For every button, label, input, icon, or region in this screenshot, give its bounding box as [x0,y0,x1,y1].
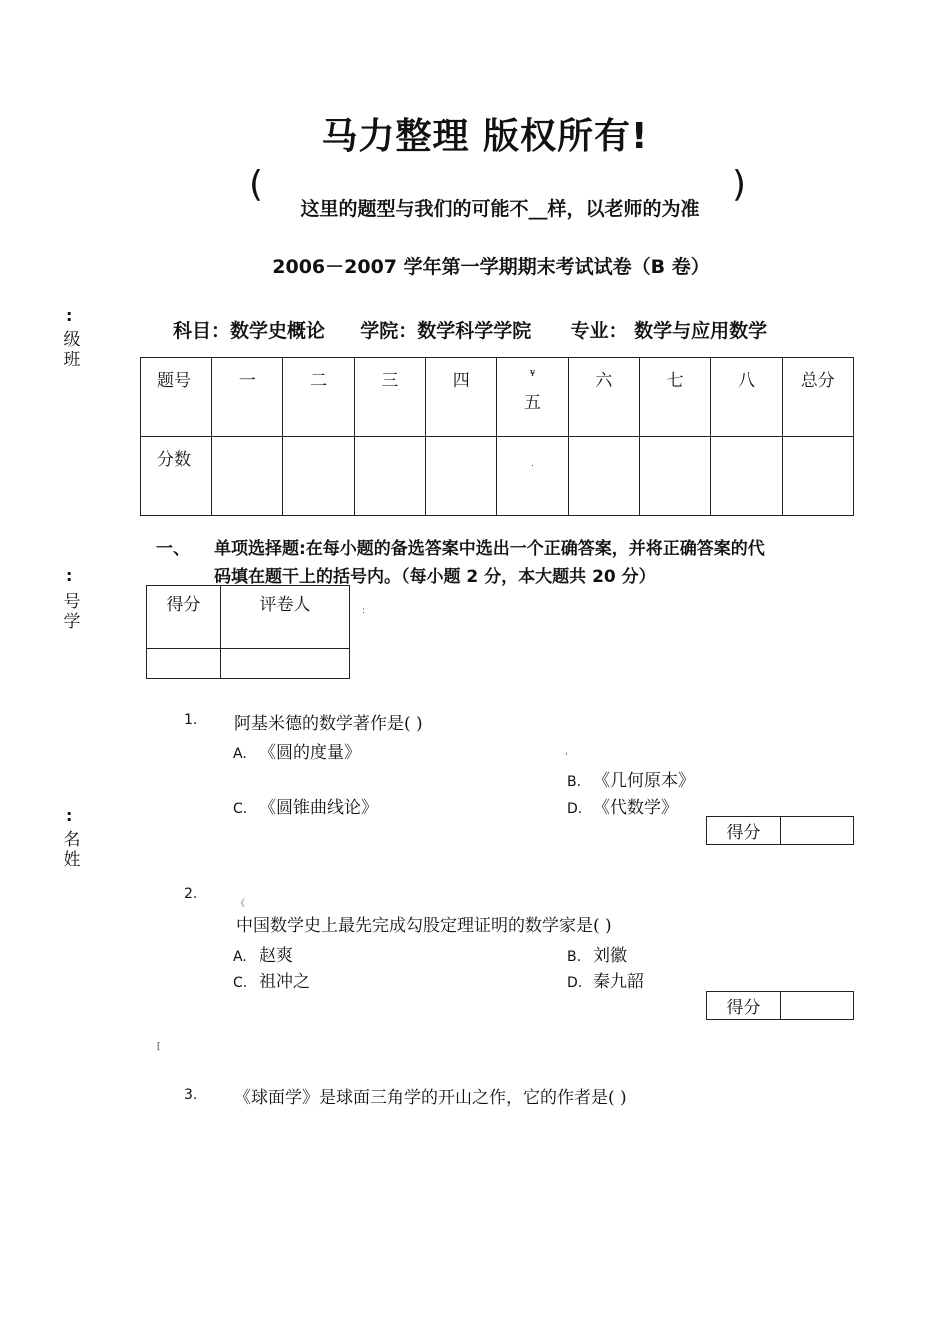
grader-score-cell[interactable] [147,649,221,679]
column-header: 三 [354,358,425,437]
section-instruction-line-2: 码填在题干上的括号内。（每小题 2 分，本大题共 20 分） [214,567,656,587]
stray-mark: ' [565,752,568,762]
question-score-box [706,991,854,1020]
option-letter: B. [567,949,582,965]
grader-name-cell[interactable] [221,649,350,679]
name-colon: : [66,806,73,825]
option-a[interactable] [233,941,293,966]
option-letter: A. [233,746,247,762]
score-cell[interactable] [354,437,425,516]
question-text: 阿基米德的数学著作是( ) [234,714,423,734]
score-cell[interactable] [711,437,782,516]
section-number: 一、 [156,539,190,559]
score-cell-total[interactable] [782,437,853,516]
stray-mark: [ [157,1042,161,1052]
option-text: 刘徽 [593,946,627,966]
question-number-header: 题号 [141,358,212,437]
column-header: 四 [426,358,497,437]
option-letter: A. [233,949,247,965]
score-cell[interactable] [212,437,283,516]
name-label: 名姓 [63,830,81,870]
question-number: 1. [184,712,198,728]
option-letter: C. [233,801,248,817]
section-instruction-line-1: 单项选择题:在每小题的备选答案中选出一个正确答案，并将正确答案的代 [214,539,765,559]
class-label: 级班 [63,330,81,370]
score-cell[interactable] [639,437,710,516]
score-cell[interactable] [283,437,354,516]
column-header: 八 [711,358,782,437]
college-label: 学院：数学科学学院 [360,320,532,342]
score-table [140,357,854,516]
option-d[interactable] [567,793,678,818]
class-colon: : [66,306,73,325]
column-header: 七 [639,358,710,437]
student-id-colon: : [66,566,73,585]
grader-score-label: 得分 [147,586,221,649]
question-score-box [706,816,854,845]
tiny-mark: ¥ [529,369,536,378]
stray-mark: : [362,606,366,616]
option-text: 《代数学》 [593,798,678,818]
option-letter: D. [567,975,583,991]
question-score-label: 得分 [707,992,781,1020]
document-title: 马力整理 版权所有! [321,116,649,157]
question-text: 中国数学史上最先完成勾股定理证明的数学家是( ) [236,916,612,936]
option-text: 《圆的度量》 [259,743,361,763]
stray-mark: 《 [236,899,246,909]
option-c[interactable] [233,967,310,992]
option-text: 赵爽 [259,946,293,966]
note-paren-close: ) [732,164,747,205]
option-letter: D. [567,801,583,817]
score-cell[interactable] [426,437,497,516]
question-score-cell[interactable] [781,992,854,1020]
option-d[interactable] [567,967,644,992]
subject-label: 科目：数学史概论 [173,320,326,342]
score-table-header-row [141,358,854,437]
option-text: 《圆锥曲线论》 [259,798,378,818]
question-number: 3. [184,1087,198,1103]
column-header-five [497,358,568,437]
column-header: 五 [524,393,542,413]
column-header: 六 [568,358,639,437]
option-a[interactable] [233,738,361,763]
option-b[interactable] [567,941,627,966]
option-letter: B. [567,774,582,790]
question-score-label: 得分 [707,817,781,845]
column-header: 二 [283,358,354,437]
question-number: 2. [184,886,198,902]
question-score-cell[interactable] [781,817,854,845]
exam-info-line [173,316,767,343]
grader-table [146,585,350,679]
grader-label: 评卷人 [221,586,350,649]
option-text: 秦九韶 [593,972,644,992]
note-text: 这里的题型与我们的可能不__样，以老师的为准 [300,198,700,220]
tiny-dot: . [531,459,534,469]
score-table-score-row [141,437,854,516]
note-paren-open: ( [249,164,264,205]
column-header: 一 [212,358,283,437]
major-label: 专业： 数学与应用数学 [570,320,768,342]
score-row-label: 分数 [141,437,212,516]
column-header-total: 总分 [782,358,853,437]
score-cell[interactable] [497,437,568,516]
option-text: 祖冲之 [259,972,310,992]
option-c[interactable] [233,793,378,818]
student-id-label: 号学 [63,592,81,632]
option-b[interactable] [567,766,695,791]
option-text: 《几何原本》 [593,771,695,791]
exam-title: 2006－2007 学年第一学期期末考试试卷（B 卷） [272,256,710,278]
question-text: 《球面学》是球面三角学的开山之作，它的作者是( ) [234,1088,627,1108]
score-cell[interactable] [568,437,639,516]
option-letter: C. [233,975,248,991]
